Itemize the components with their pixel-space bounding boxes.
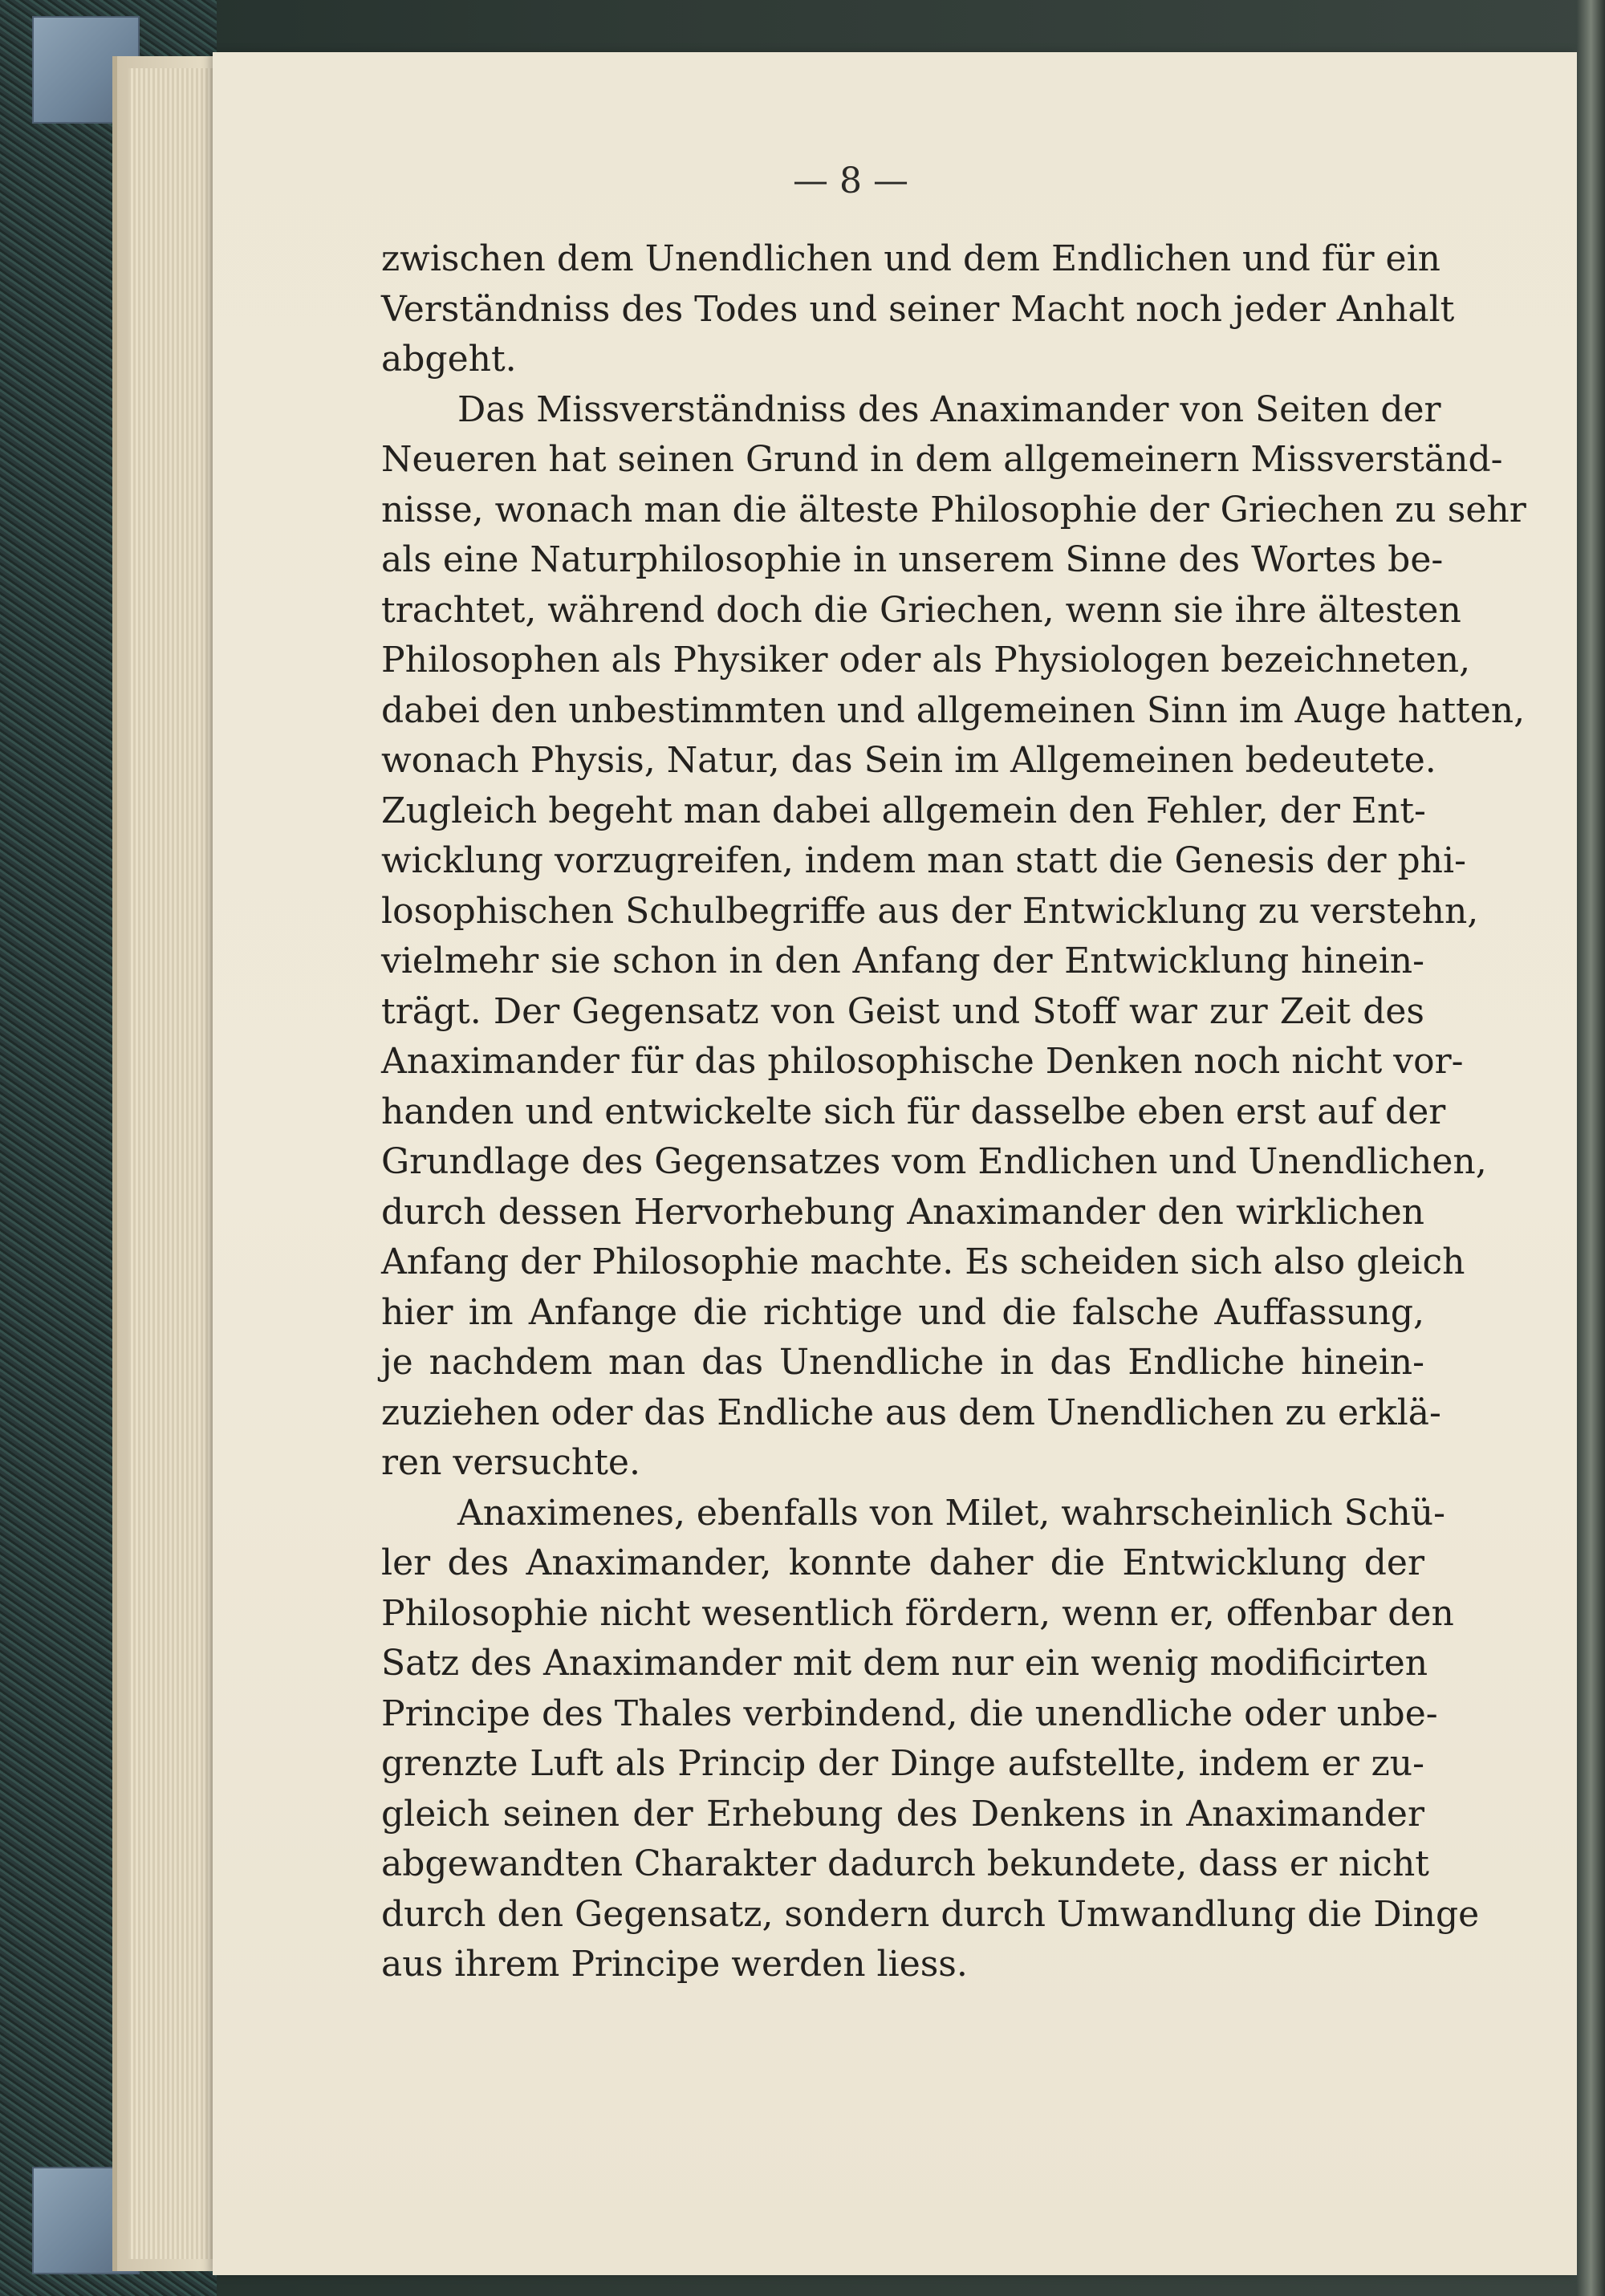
text-line: nisse, wonach man die älteste Philosophie der Griechen zu sehr — [381, 489, 1526, 530]
text-line: Anaximander für das philosophische Denken noch nicht vor- — [381, 1041, 1464, 1082]
text-line: Philosophie nicht wesentlich fördern, wenn er, offenbar den — [381, 1592, 1454, 1634]
text-line: durch dessen Hervorhebung Anaximander den wirklichen — [381, 1191, 1424, 1233]
text-line: ren versuchte. — [381, 1442, 640, 1483]
text-line: wicklung vorzugreifen, indem man statt die Genesis der phi- — [381, 840, 1466, 881]
text-line: abgeht. — [381, 339, 517, 380]
text-line: trachtet, während doch die Griechen, wenn sie ihre ältesten — [381, 589, 1461, 631]
text-line: Anaximenes, ebenfalls von Milet, wahrscheinlich Schü- — [457, 1492, 1446, 1534]
page-body-text — [381, 234, 1526, 1990]
text-line: handen und entwickelte sich für dasselbe eben erst auf der — [381, 1091, 1446, 1132]
text-line: durch den Gegensatz, sondern durch Umwandlung die Dinge — [381, 1893, 1480, 1935]
text-line: vielmehr sie schon in den Anfang der Entwicklung hinein- — [381, 941, 1424, 981]
text-line: zwischen dem Unendlichen und dem Endlichen und für ein — [381, 238, 1440, 279]
text-line: aus ihrem Principe werden liess. — [381, 1944, 968, 1985]
text-line: Das Missverständniss des Anaximander von Seiten der — [457, 388, 1441, 430]
text-line: trägt. Der Gegensatz von Geist und Stoff war zur Zeit des — [381, 990, 1424, 1032]
page-edges — [128, 68, 217, 2259]
text-line: gleich seinen der Erhebung des Denkens in Anaximander — [381, 1793, 1424, 1835]
text-line: dabei den unbestimmten und allgemeinen Sinn im Auge hatten, — [381, 689, 1526, 731]
text-line: ler des Anaximander, konnte daher die Entwicklung der — [381, 1542, 1424, 1583]
text-line: losophischen Schulbegriffe aus der Entwicklung zu verstehn, — [381, 890, 1479, 932]
text-line: je nachdem man das Unendliche in das Endliche hinein- — [381, 1342, 1424, 1383]
text-line: Anfang der Philosophie machte. Es scheiden sich also gleich — [381, 1241, 1465, 1282]
text-line: Principe des Thales verbindend, die unendliche oder unbe- — [381, 1693, 1438, 1734]
right-binding-strip — [1577, 0, 1605, 2296]
text-line: grenzte Luft als Princip der Dinge aufstellte, indem er zu- — [381, 1743, 1424, 1784]
text-line: als eine Naturphilosophie in unserem Sinne des Wortes be- — [381, 539, 1444, 580]
text-line: Philosophen als Physiker oder als Physiologen bezeichneten, — [381, 640, 1471, 681]
text-line: Neueren hat seinen Grund in dem allgemeinern Missverständ- — [381, 439, 1503, 480]
text-line: hier im Anfange die richtige und die falsche Auffassung, — [381, 1291, 1424, 1333]
text-line: zuziehen oder das Endliche aus dem Unendlichen zu erklä- — [381, 1392, 1441, 1433]
text-line: Verständniss des Todes und seiner Macht noch jeder Anhalt — [381, 288, 1455, 330]
page-number: — 8 — — [793, 161, 908, 201]
text-line: Grundlage des Gegensatzes vom Endlichen und Unendlichen, — [381, 1141, 1487, 1182]
text-line: Satz des Anaximander mit dem nur ein wenig modificirten — [381, 1643, 1428, 1684]
text-line: Zugleich begeht man dabei allgemein den Fehler, der Ent- — [381, 790, 1426, 831]
text-line: wonach Physis, Natur, das Sein im Allgemeinen bedeutete. — [381, 740, 1436, 781]
text-line: abgewandten Charakter dadurch bekundete, dass er nicht — [381, 1843, 1429, 1884]
